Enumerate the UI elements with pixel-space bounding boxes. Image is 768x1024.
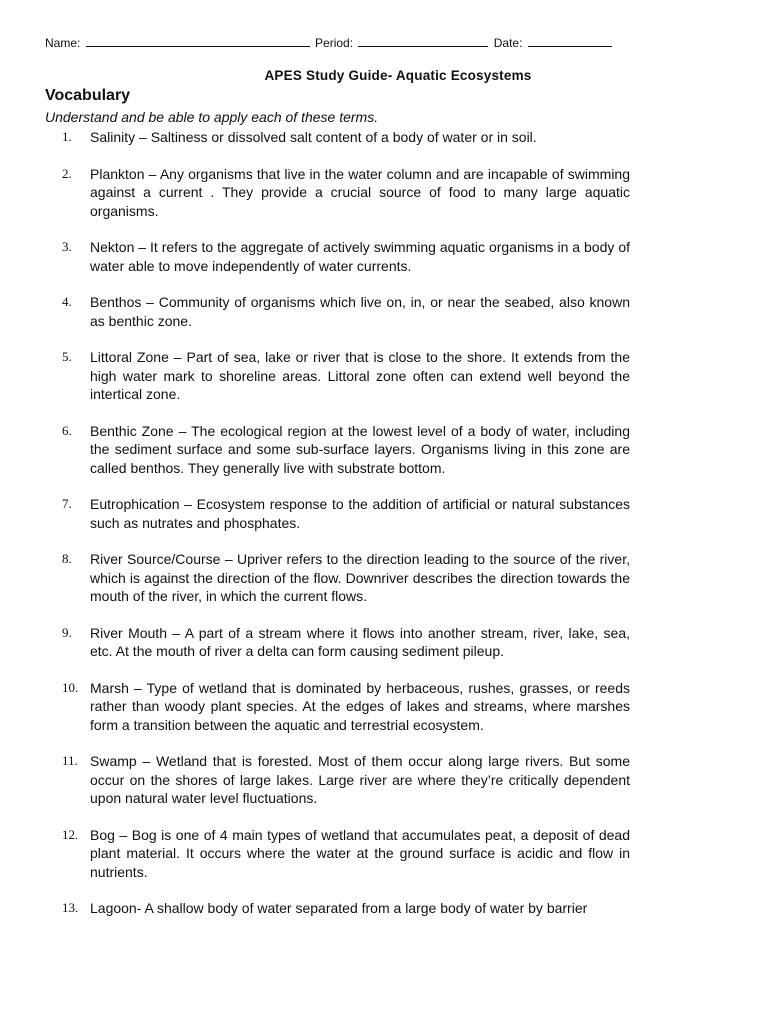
vocabulary-item-number: 5. [62,349,72,364]
vocabulary-item-number: 7. [62,496,72,511]
vocabulary-item-definition: Salinity – Saltiness or dissolved salt content of a body of water or in soil. [90,129,537,145]
date-blank[interactable] [528,36,612,47]
vocabulary-item [62,238,630,275]
vocabulary-item [62,826,630,882]
vocabulary-item-number: 4. [62,294,72,309]
vocabulary-item [62,550,630,606]
vocabulary-item-definition: Bog – Bog is one of 4 main types of wetland that accumulates peat, a deposit of dead plant material. It occurs where the water at the ground surface is acidic and flow in nutrients. [90,826,630,880]
vocabulary-item [62,752,630,808]
vocabulary-item-definition: Nekton – It refers to the aggregate of actively swimming aquatic organisms in a body of water able to move independently of water currents. [90,239,630,274]
vocabulary-item [62,128,630,147]
vocabulary-item [62,165,630,221]
vocabulary-item-definition: Littoral Zone – Part of sea, lake or river that is close to the shore. It extends from the high water mark to shoreline areas. Littoral zone often can extend well beyond the intertical zone. [90,349,630,402]
vocabulary-item-number: 9. [62,624,72,640]
name-label: Name: [45,36,81,50]
period-blank[interactable] [358,36,488,47]
vocabulary-item [62,422,630,478]
period-label: Period: [315,36,354,50]
vocabulary-item-number: 11. [62,753,78,768]
vocabulary-item-definition: Swamp – Wetland that is forested. Most of them occur along large rivers. But some occur on the shores of large lakes. Large river are where they’re critically dependent upon natural water level fluctuations. [90,753,630,806]
student-info-line [45,36,614,50]
vocabulary-item-definition: Marsh – Type of wetland that is dominated by herbaceous, rushes, grasses, or reeds rather than woody plant species. At the edges of lakes and streams, where marshes form a transition between the aquatic and terrestrial ecosystem. [90,679,630,733]
vocabulary-item-definition: River Mouth – A part of a stream where it flows into another stream, river, lake, sea, etc. At the mouth of river a delta can form causing sediment pileup. [90,624,630,659]
vocabulary-item [62,348,630,404]
vocabulary-item-definition: Benthic Zone – The ecological region at the lowest level of a body of water, including the sediment surface and some sub-surface layers. Organisms living in this zone are called benthos. They generally live with substrate bottom. [90,422,630,476]
vocabulary-item-definition: Lagoon- A shallow body of water separated from a large body of water by barrier [90,900,588,916]
vocabulary-item-number: 12. [62,826,79,842]
vocabulary-item-definition: River Source/Course – Upriver refers to the direction leading to the source of the river, which is against the direction of the flow. Downriver describes the direction towards the mouth of the river, in which the current flows. [90,551,630,604]
vocabulary-list [62,128,630,936]
vocabulary-item-number: 6. [62,422,72,438]
vocabulary-item-number: 2. [62,165,72,181]
vocabulary-item-number: 3. [62,239,72,254]
section-heading: Vocabulary [45,87,131,104]
date-label: Date: [493,36,523,50]
name-blank[interactable] [86,36,310,47]
vocabulary-item-definition: Eutrophication – Ecosystem response to the addition of artificial or natural substances such as nutrates and phosphates. [90,496,630,531]
vocabulary-item-number: 8. [62,551,72,566]
vocabulary-item-number: 13. [62,900,79,915]
vocabulary-item [62,495,630,532]
vocabulary-item-definition: Benthos – Community of organisms which live on, in, or near the seabed, also known as benthic zone. [90,294,630,329]
vocabulary-item [62,679,630,735]
instructions-text: Understand and be able to apply each of these terms. [45,109,379,125]
vocabulary-item [62,624,630,661]
vocabulary-item-number: 10. [62,679,79,695]
document-title: APES Study Guide- Aquatic Ecosystems [264,68,532,83]
vocabulary-item [62,293,630,330]
vocabulary-item-definition: Plankton – Any organisms that live in the water column and are incapable of swimming against a current . They provide a crucial source of food to many large aquatic organisms. [90,165,630,219]
vocabulary-item-number: 1. [62,129,72,144]
vocabulary-item [62,899,630,918]
